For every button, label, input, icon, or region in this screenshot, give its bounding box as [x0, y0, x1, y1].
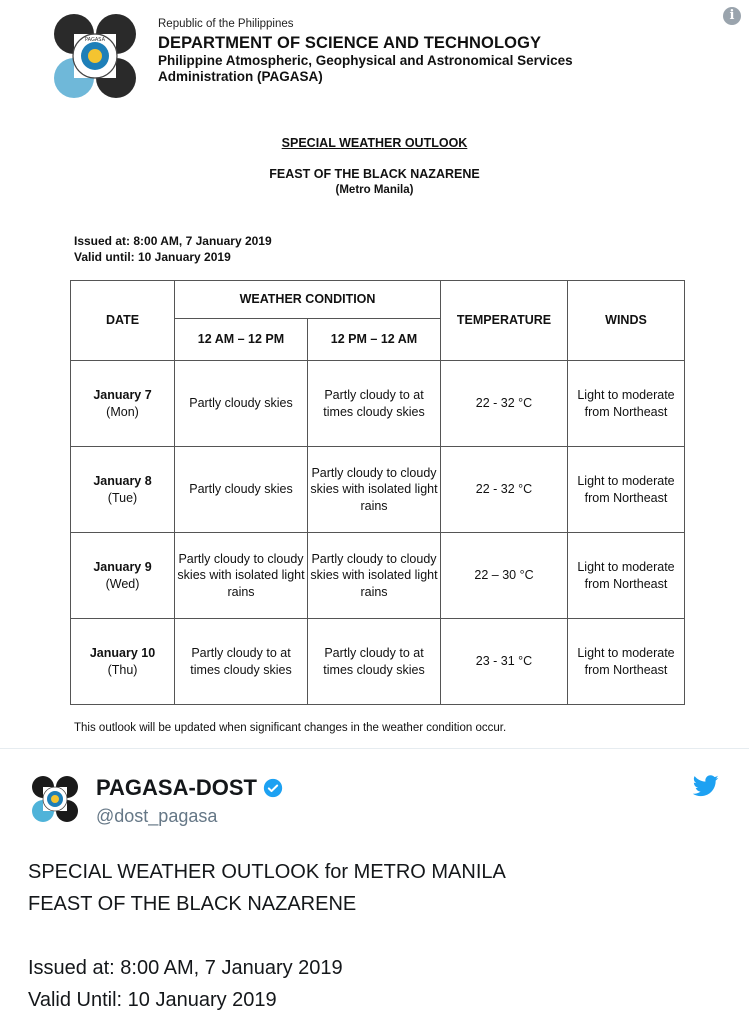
tweet-line: FEAST OF THE BLACK NAZARENE	[28, 893, 357, 915]
user-handle[interactable]: @dost_pagasa	[96, 806, 218, 826]
row-date: January 8 (Tue)	[71, 447, 175, 533]
row-am: Partly cloudy to cloudy skies with isolated light rains	[175, 533, 308, 619]
row-winds: Light to moderate from Northeast	[568, 533, 685, 619]
tweet-line: Issued at: 8:00 AM, 7 January 2019	[28, 957, 343, 979]
outlook-title: SPECIAL WEATHER OUTLOOK	[281, 136, 468, 150]
logo-text: PAGASA	[84, 37, 106, 43]
verified-badge-icon	[263, 778, 283, 798]
avatar[interactable]	[30, 774, 80, 824]
row-winds: Light to moderate from Northeast	[568, 361, 685, 447]
tweet-card[interactable]	[0, 749, 749, 1024]
row-date: January 9 (Wed)	[71, 533, 175, 619]
republic-line: Republic of the Philippines	[158, 18, 294, 30]
row-am: Partly cloudy to at times cloudy skies	[175, 619, 308, 705]
table-row	[71, 361, 685, 447]
tweet-line: Valid Until: 10 January 2019	[28, 989, 277, 1011]
weather-table	[70, 280, 685, 705]
display-name[interactable]	[96, 775, 283, 801]
row-temp: 22 - 32 °C	[441, 447, 568, 533]
row-winds: Light to moderate from Northeast	[568, 619, 685, 705]
row-winds: Light to moderate from Northeast	[568, 447, 685, 533]
header-am: 12 AM – 12 PM	[175, 319, 308, 361]
header-weather-condition: WEATHER CONDITION	[175, 281, 441, 319]
row-am: Partly cloudy skies	[175, 447, 308, 533]
header-date: DATE	[71, 281, 175, 361]
row-pm: Partly cloudy to cloudy skies with isolated light rains	[308, 533, 441, 619]
row-temp: 22 – 30 °C	[441, 533, 568, 619]
row-date: January 10 (Thu)	[71, 619, 175, 705]
agency-line-2: Administration (PAGASA)	[158, 68, 323, 84]
row-pm: Partly cloudy to cloudy skies with isolated light rains	[308, 447, 441, 533]
pagasa-logo	[50, 12, 138, 100]
document-header	[158, 18, 573, 84]
table-row	[71, 447, 685, 533]
row-temp: 22 - 32 °C	[441, 361, 568, 447]
footnote: This outlook will be updated when significant changes in the weather condition occur.	[74, 722, 507, 734]
event-title: FEAST OF THE BLACK NAZARENE	[269, 167, 480, 181]
header-winds: WINDS	[568, 281, 685, 361]
issued-at: Issued at: 8:00 AM, 7 January 2019	[74, 234, 272, 248]
department-line: DEPARTMENT OF SCIENCE AND TECHNOLOGY	[158, 33, 542, 52]
tweet-line: SPECIAL WEATHER OUTLOOK for METRO MANILA	[28, 861, 506, 883]
header-temperature: TEMPERATURE	[441, 281, 568, 361]
row-date: January 7 (Mon)	[71, 361, 175, 447]
row-am: Partly cloudy skies	[175, 361, 308, 447]
row-pm: Partly cloudy to at times cloudy skies	[308, 361, 441, 447]
table-row	[71, 533, 685, 619]
row-pm: Partly cloudy to at times cloudy skies	[308, 619, 441, 705]
table-row	[71, 619, 685, 705]
valid-until: Valid until: 10 January 2019	[74, 250, 231, 265]
info-icon[interactable]: i	[723, 7, 741, 25]
agency-line-1: Philippine Atmospheric, Geophysical and Astronomical Services	[158, 52, 573, 68]
tweet-text	[28, 856, 506, 1016]
location-subtitle: (Metro Manila)	[335, 184, 414, 196]
twitter-bird-icon[interactable]	[693, 775, 719, 797]
header-pm: 12 PM – 12 AM	[308, 319, 441, 361]
row-temp: 23 - 31 °C	[441, 619, 568, 705]
display-name-text[interactable]: PAGASA-DOST	[96, 775, 257, 800]
issue-info	[74, 233, 272, 265]
